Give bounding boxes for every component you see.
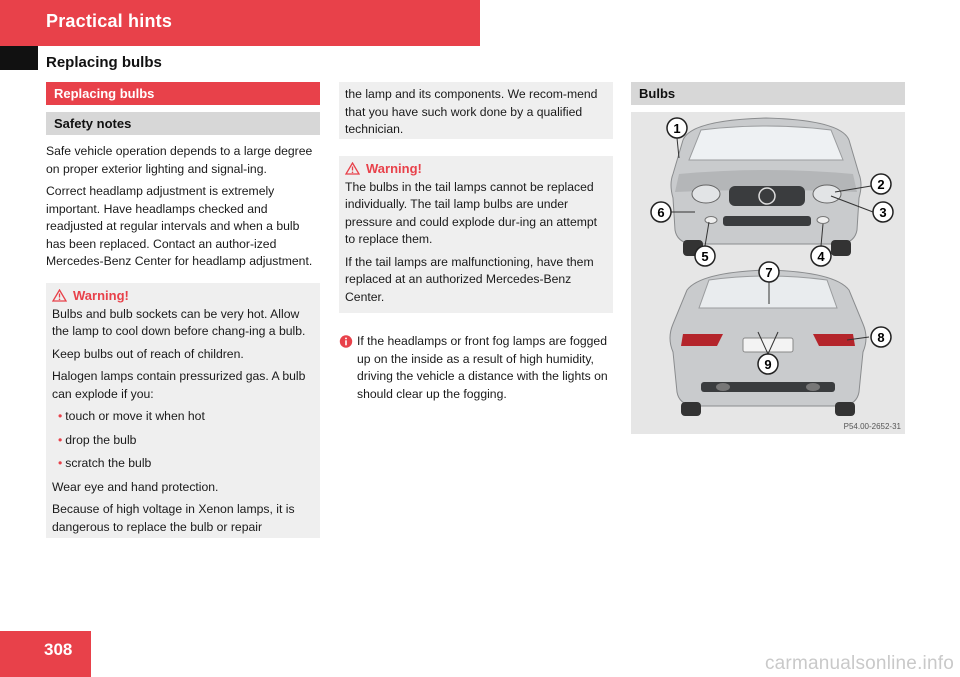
warning-box xyxy=(46,283,320,539)
car-illustration xyxy=(631,112,905,434)
info-text: If the headlamps or front fog lamps are fogged up on the inside as a result of high humidity, driving the vehicle a distance with the lights on should clear up the fogging. xyxy=(357,334,608,401)
warning-triangle-icon xyxy=(345,162,360,175)
paragraph: Safe vehicle operation depends to a large degree on proper exterior lighting and signal-ing. xyxy=(46,144,313,176)
warning-label: Warning! xyxy=(366,160,422,176)
bullet-item: • drop the bulb xyxy=(58,432,137,447)
warning-box-tail-lamps xyxy=(339,156,613,314)
warning-text: If the tail lamps are malfunctioning, have them replaced at an authorized Mercedes-Benz Center. xyxy=(345,254,594,304)
warning-text: The bulbs in the tail lamps cannot be replaced individually. The tail lamp bulbs are under pressure and could explode dur-ing an attempt to replace them. xyxy=(345,179,598,246)
heading-bulbs: Bulbs xyxy=(631,82,905,105)
warning-text: Bulbs and bulb sockets can be very hot. Allow the lamp to cool down before chang-ing a bulb. xyxy=(52,306,306,338)
bullet-item: • scratch the bulb xyxy=(58,456,152,470)
bullet-item: • touch or move it when hot xyxy=(58,409,205,423)
warning-text: Because of high voltage in Xenon lamps, it is dangerous to replace the bulb or repair xyxy=(52,502,295,534)
svg-text:5: 5 xyxy=(701,249,709,264)
car-rear-view xyxy=(670,270,866,416)
callout-4 xyxy=(811,246,831,266)
svg-text:6: 6 xyxy=(657,205,665,220)
figure-caption: P54.00-2652-31 xyxy=(843,422,901,431)
heading-safety-notes: Safety notes xyxy=(46,112,320,135)
warning-text: Wear eye and hand protection. xyxy=(52,479,219,494)
section-title: Practical hints xyxy=(46,11,173,31)
callout-8 xyxy=(871,327,891,347)
warning-heading xyxy=(345,161,607,176)
callout-2 xyxy=(871,174,891,194)
callout-5 xyxy=(695,246,715,266)
info-icon xyxy=(339,335,353,348)
warning-text: the lamp and its components. We recom-mend that you have such work done by a qualified technician. xyxy=(345,87,598,136)
info-note xyxy=(339,333,613,403)
header-marker xyxy=(0,46,38,70)
subsection-title: Replacing bulbs xyxy=(46,54,162,71)
svg-text:2: 2 xyxy=(877,177,885,192)
svg-text:8: 8 xyxy=(877,330,885,345)
callout-7 xyxy=(759,262,779,282)
column-3 xyxy=(631,82,905,434)
car-front-view xyxy=(671,118,861,256)
page-number: 308 xyxy=(44,640,73,659)
callout-3 xyxy=(873,202,893,222)
svg-text:9: 9 xyxy=(764,357,772,372)
warning-heading xyxy=(52,288,314,303)
column-2 xyxy=(339,82,613,403)
warning-text: Keep bulbs out of reach of children. xyxy=(52,346,244,361)
svg-text:1: 1 xyxy=(673,121,681,136)
warning-triangle-icon xyxy=(52,289,67,302)
paragraph: Correct headlamp adjustment is extremely important. Have headlamps checked and readjusted at regular intervals and when a bulb has been replaced. Contact an author-ized Mercedes-Benz Center for headlamp adjustment. xyxy=(46,184,313,268)
warning-text: Halogen lamps contain pressurized gas. A bulb can explode if you: xyxy=(52,369,306,401)
warning-label: Warning! xyxy=(73,287,129,303)
column-1 xyxy=(46,82,320,538)
callout-6 xyxy=(651,202,671,222)
svg-text:4: 4 xyxy=(817,249,825,264)
watermark: carmanualsonline.info xyxy=(764,653,954,674)
warning-continuation-box xyxy=(339,82,613,139)
callout-1 xyxy=(667,118,687,138)
svg-text:7: 7 xyxy=(765,265,773,280)
vehicle-bulb-diagram xyxy=(631,112,905,434)
svg-text:3: 3 xyxy=(879,205,887,220)
heading-replacing-bulbs: Replacing bulbs xyxy=(46,82,320,105)
callout-9 xyxy=(758,354,778,374)
